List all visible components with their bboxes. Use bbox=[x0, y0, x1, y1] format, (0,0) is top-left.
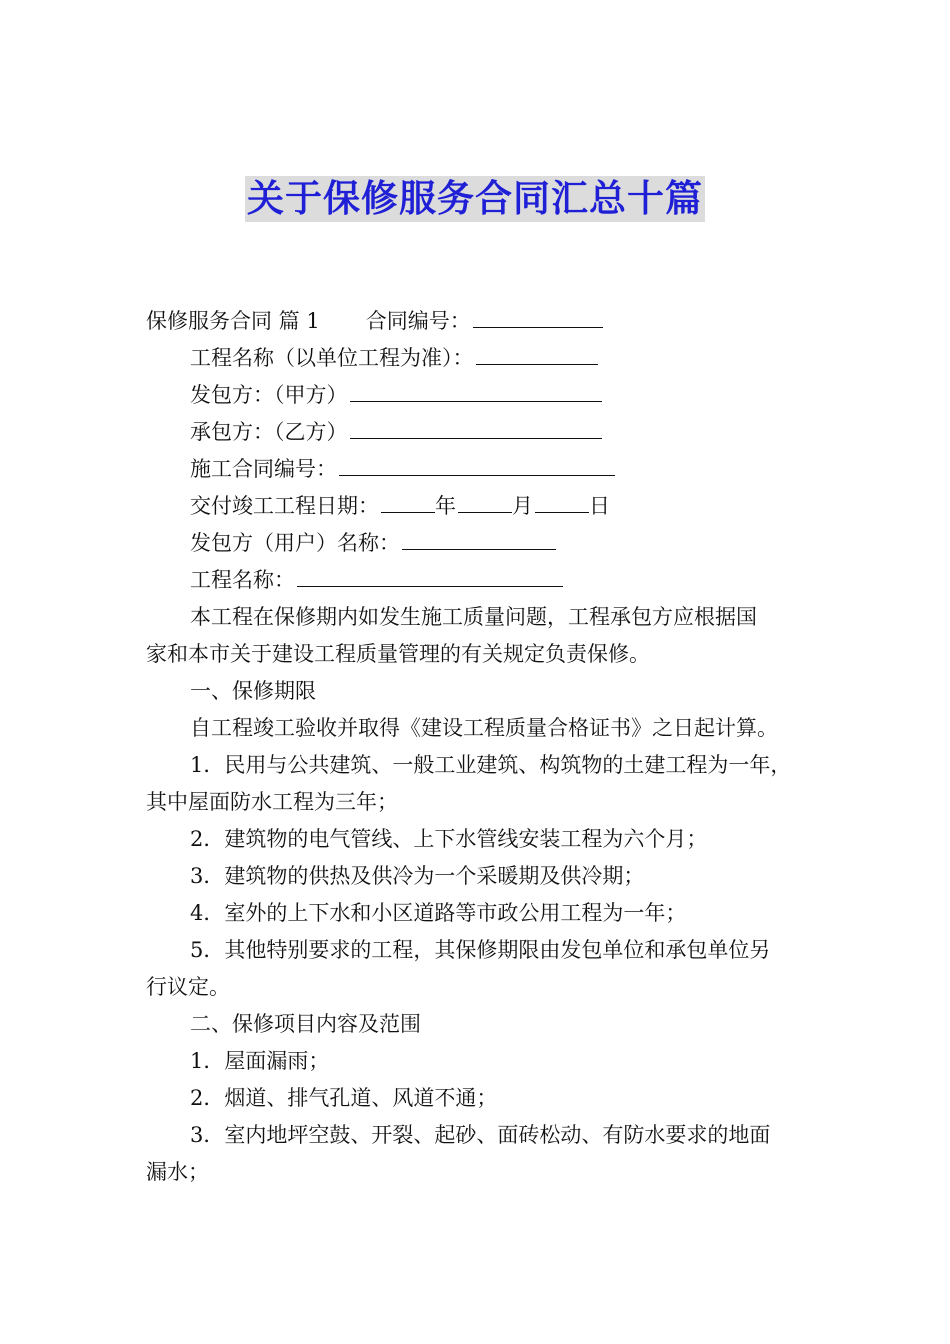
construction-contract-no-blank bbox=[339, 453, 615, 476]
intro-line-2: 家和本市关于建设工程质量管理的有关规定负责保修。 bbox=[146, 642, 650, 666]
user-name-label: 发包方（用户）名称： bbox=[190, 531, 400, 555]
contract-header-line bbox=[146, 303, 826, 340]
section-2-item-3-cont: 漏水； bbox=[146, 1160, 209, 1184]
contractor-blank bbox=[350, 416, 602, 439]
month-label: 月 bbox=[512, 494, 533, 518]
project-name-unit-blank bbox=[476, 342, 598, 365]
project-name-label: 工程名称： bbox=[190, 568, 295, 592]
intro-line-1: 本工程在保修期内如发生施工质量问题，工程承包方应根据国 bbox=[190, 605, 757, 629]
delivery-date-line bbox=[146, 488, 826, 525]
contract-no-label: 合同编号： bbox=[365, 309, 471, 333]
project-name-line bbox=[146, 562, 826, 599]
section-2-item-3: 3．室内地坪空鼓、开裂、起砂、面砖松动、有防水要求的地面 bbox=[190, 1123, 771, 1147]
project-name-unit-line bbox=[146, 340, 826, 377]
section-1-item-1: 1．民用与公共建筑、一般工业建筑、构筑物的土建工程为一年， bbox=[190, 753, 792, 777]
user-name-line bbox=[146, 525, 826, 562]
employer-line bbox=[146, 377, 826, 414]
section-1-item-5: 5．其他特别要求的工程，其保修期限由发包单位和承包单位另 bbox=[190, 938, 771, 962]
employer-label: 发包方：（甲方） bbox=[190, 383, 348, 407]
section-1-item-5-cont: 行议定。 bbox=[146, 975, 230, 999]
day-label: 日 bbox=[589, 494, 610, 518]
title-container bbox=[0, 176, 950, 222]
construction-contract-no-label: 施工合同编号： bbox=[190, 457, 337, 481]
year-label: 年 bbox=[435, 494, 456, 518]
document-body bbox=[146, 303, 826, 1191]
section-2-item-2: 2．烟道、排气孔道、风道不通； bbox=[190, 1086, 498, 1110]
delivery-date-label: 交付竣工工程日期： bbox=[190, 494, 379, 518]
section-1-item-1-cont: 其中屋面防水工程为三年； bbox=[146, 790, 398, 814]
section-1-item-4: 4．室外的上下水和小区道路等市政公用工程为一年； bbox=[190, 901, 687, 925]
contract-no-blank bbox=[473, 305, 603, 328]
document-title: 关于保修服务合同汇总十篇 bbox=[247, 177, 703, 220]
employer-blank bbox=[350, 379, 602, 402]
section-2-title: 二、保修项目内容及范围 bbox=[190, 1012, 421, 1036]
year-blank bbox=[381, 490, 435, 513]
section-1-title: 一、保修期限 bbox=[190, 679, 316, 703]
day-blank bbox=[535, 490, 589, 513]
construction-contract-no-line bbox=[146, 451, 826, 488]
contract-label: 保修服务合同 篇 1 bbox=[146, 309, 320, 333]
section-1-item-2: 2．建筑物的电气管线、上下水管线安装工程为六个月； bbox=[190, 827, 708, 851]
section-1-item-3: 3．建筑物的供热及供冷为一个采暖期及供冷期； bbox=[190, 864, 645, 888]
section-1-start: 自工程竣工验收并取得《建设工程质量合格证书》之日起计算。 bbox=[190, 716, 778, 740]
project-name-blank bbox=[297, 564, 563, 587]
month-blank bbox=[458, 490, 512, 513]
section-2-item-1: 1．屋面漏雨； bbox=[190, 1049, 330, 1073]
contractor-label: 承包方：（乙方） bbox=[190, 420, 348, 444]
user-name-blank bbox=[402, 527, 556, 550]
project-name-unit-label: 工程名称（以单位工程为准）： bbox=[190, 346, 474, 370]
contractor-line bbox=[146, 414, 826, 451]
